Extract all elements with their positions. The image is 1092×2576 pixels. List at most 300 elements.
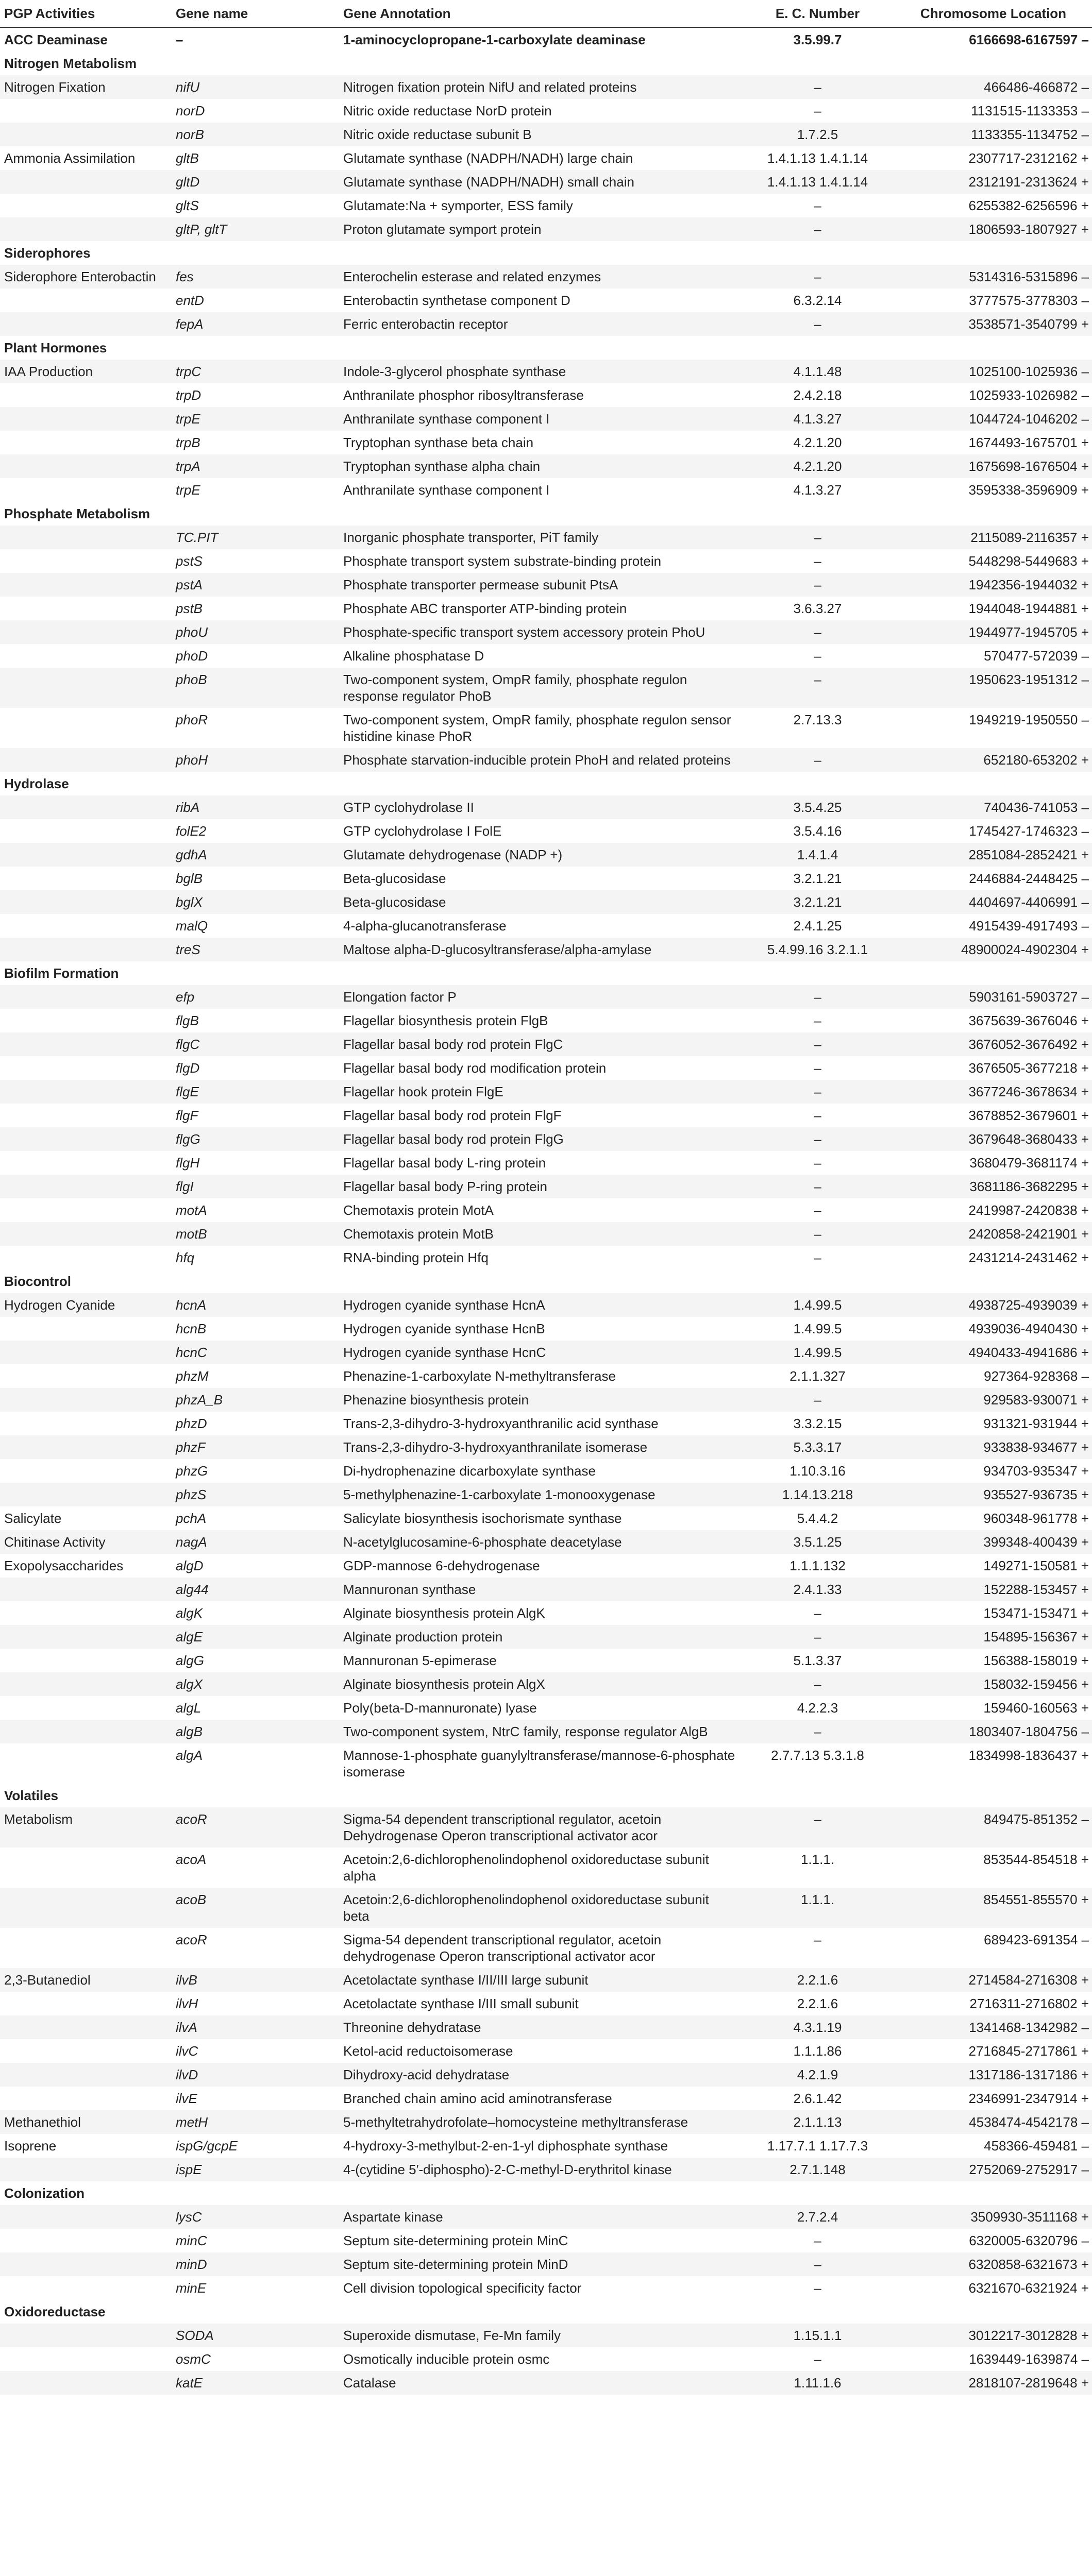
gene-name-cell: minD [172, 2252, 339, 2276]
annotation-cell: Tryptophan synthase alpha chain [339, 454, 741, 478]
location-cell: 4538474-4542178 – [895, 2110, 1092, 2134]
location-cell: 1133355-1134752 – [895, 123, 1092, 146]
annotation-cell: Two-component system, NtrC family, response regulator AlgB [339, 1720, 741, 1743]
ec-number-cell: 3.5.99.7 [741, 27, 895, 52]
activity-cell: Isoprene [0, 2134, 172, 2158]
activity-cell [0, 1175, 172, 1198]
location-cell: 2716311-2716802 + [895, 1992, 1092, 2015]
gene-name-cell: minE [172, 2276, 339, 2300]
activity-cell [0, 1080, 172, 1104]
table-row [0, 819, 1092, 843]
annotation-cell: Tryptophan synthase beta chain [339, 431, 741, 454]
gene-name-cell: motB [172, 1222, 339, 1246]
table-row [0, 1317, 1092, 1341]
table-row [0, 867, 1092, 890]
gene-name-cell: ribA [172, 795, 339, 819]
ec-number-cell: – [741, 549, 895, 573]
gene-name-cell: phzF [172, 1435, 339, 1459]
gene-name-cell: ilvA [172, 2015, 339, 2039]
annotation-cell: Alkaline phosphatase D [339, 644, 741, 668]
ec-number-cell [741, 772, 895, 795]
annotation-cell [339, 241, 741, 265]
gene-name-cell: minC [172, 2229, 339, 2252]
header-row [0, 0, 1092, 27]
location-cell: 1944048-1944881 + [895, 597, 1092, 620]
table-row [0, 2276, 1092, 2300]
ec-number-cell: – [741, 620, 895, 644]
ec-number-cell: 2.4.1.33 [741, 1578, 895, 1601]
ec-number-cell: – [741, 1175, 895, 1198]
annotation-cell: Phosphate-specific transport system accessory protein PhoU [339, 620, 741, 644]
gene-name-cell [172, 502, 339, 526]
location-cell: 2818107-2819648 + [895, 2371, 1092, 2395]
table-row [0, 1032, 1092, 1056]
gene-name-cell: phzD [172, 1412, 339, 1435]
location-cell [895, 1784, 1092, 1807]
activity-cell [0, 454, 172, 478]
table-row [0, 2347, 1092, 2371]
gene-name-cell: trpE [172, 407, 339, 431]
ec-number-cell [741, 241, 895, 265]
activity-cell [0, 431, 172, 454]
gene-name-cell: algE [172, 1625, 339, 1649]
table-row [0, 2252, 1092, 2276]
table-row [0, 1928, 1092, 1968]
annotation-cell: Superoxide dismutase, Fe-Mn family [339, 2324, 741, 2347]
gene-name-cell: phoH [172, 748, 339, 772]
ec-number-cell: – [741, 265, 895, 289]
section-title: Nitrogen Metabolism [0, 52, 172, 75]
section-row [0, 772, 1092, 795]
annotation-cell: Flagellar basal body rod protein FlgF [339, 1104, 741, 1127]
location-cell: 853544-854518 + [895, 1848, 1092, 1888]
location-cell: 152288-153457 + [895, 1578, 1092, 1601]
activity-cell: Exopolysaccharides [0, 1554, 172, 1578]
location-cell: 3675639-3676046 + [895, 1009, 1092, 1032]
activity-cell: Chitinase Activity [0, 1530, 172, 1554]
annotation-cell: Acetolactate synthase I/III small subunit [339, 1992, 741, 2015]
section-row [0, 2300, 1092, 2324]
gene-name-cell: algX [172, 1672, 339, 1696]
table-row [0, 1743, 1092, 1784]
gene-name-cell: flgG [172, 1127, 339, 1151]
gene-name-cell: folE2 [172, 819, 339, 843]
ec-number-cell: 2.7.1.148 [741, 2158, 895, 2181]
ec-number-cell: 6.3.2.14 [741, 289, 895, 312]
activity-cell [0, 1601, 172, 1625]
location-cell: 960348-961778 + [895, 1506, 1092, 1530]
ec-number-cell [741, 2181, 895, 2205]
gene-name-cell: SODA [172, 2324, 339, 2347]
section-row [0, 1269, 1092, 1293]
activity-cell [0, 1888, 172, 1928]
activity-cell [0, 1127, 172, 1151]
annotation-cell [339, 336, 741, 360]
table-row [0, 1807, 1092, 1848]
location-cell: 1639449-1639874 – [895, 2347, 1092, 2371]
ec-number-cell: 4.2.1.20 [741, 431, 895, 454]
ec-number-cell: 1.11.1.6 [741, 2371, 895, 2395]
location-cell: 3678852-3679601 + [895, 1104, 1092, 1127]
activity-cell [0, 1483, 172, 1506]
location-cell: 931321-931944 + [895, 1412, 1092, 1435]
ec-number-cell: – [741, 194, 895, 217]
table-row [0, 1554, 1092, 1578]
location-cell: 2420858-2421901 + [895, 1222, 1092, 1246]
section-title: Hydrolase [0, 772, 172, 795]
location-cell: 399348-400439 + [895, 1530, 1092, 1554]
location-cell: 5314316-5315896 – [895, 265, 1092, 289]
gene-name-cell: motA [172, 1198, 339, 1222]
annotation-cell: Hydrogen cyanide synthase HcnA [339, 1293, 741, 1317]
gene-name-cell: ilvB [172, 1968, 339, 1992]
gene-name-cell: hfq [172, 1246, 339, 1269]
table-row [0, 1198, 1092, 1222]
gene-name-cell: nagA [172, 1530, 339, 1554]
location-cell: 3679648-3680433 + [895, 1127, 1092, 1151]
activity-cell [0, 620, 172, 644]
activity-cell: IAA Production [0, 360, 172, 383]
activity-cell [0, 1151, 172, 1175]
ec-number-cell: 1.4.99.5 [741, 1293, 895, 1317]
ec-number-cell: 3.2.1.21 [741, 890, 895, 914]
table-row [0, 265, 1092, 289]
location-cell: 6320858-6321673 + [895, 2252, 1092, 2276]
ec-number-cell: 5.4.99.16 3.2.1.1 [741, 938, 895, 961]
table-row [0, 2158, 1092, 2181]
gene-name-cell: phzA_B [172, 1388, 339, 1412]
activity-cell [0, 1222, 172, 1246]
annotation-cell: 5-methylphenazine-1-carboxylate 1-monooxygenase [339, 1483, 741, 1506]
annotation-cell [339, 2181, 741, 2205]
section-row [0, 27, 1092, 52]
location-cell [895, 1269, 1092, 1293]
section-row [0, 52, 1092, 75]
activity-cell [0, 407, 172, 431]
ec-number-cell [741, 1784, 895, 1807]
ec-number-cell: 1.4.1.13 1.4.1.14 [741, 146, 895, 170]
table-row [0, 383, 1092, 407]
gene-name-cell: TC.PIT [172, 526, 339, 549]
annotation-cell: Threonine dehydratase [339, 2015, 741, 2039]
annotation-cell: Phosphate ABC transporter ATP-binding protein [339, 597, 741, 620]
table-row [0, 843, 1092, 867]
activity-cell [0, 819, 172, 843]
ec-number-cell: 5.4.4.2 [741, 1506, 895, 1530]
header-pgp-activities: PGP Activities [0, 0, 172, 27]
gene-name-cell: trpD [172, 383, 339, 407]
annotation-cell: Chemotaxis protein MotA [339, 1198, 741, 1222]
annotation-cell: Alginate production protein [339, 1625, 741, 1649]
table-row [0, 431, 1092, 454]
annotation-cell: Alginate biosynthesis protein AlgX [339, 1672, 741, 1696]
location-cell: 1806593-1807927 + [895, 217, 1092, 241]
location-cell: 2752069-2752917 – [895, 2158, 1092, 2181]
ec-number-cell: 3.5.1.25 [741, 1530, 895, 1554]
ec-number-cell [741, 961, 895, 985]
annotation-cell: Flagellar basal body P-ring protein [339, 1175, 741, 1198]
ec-number-cell: – [741, 1246, 895, 1269]
location-cell [895, 961, 1092, 985]
table-row [0, 146, 1092, 170]
gene-name-cell [172, 336, 339, 360]
annotation-cell: Beta-glucosidase [339, 867, 741, 890]
activity-cell [0, 1032, 172, 1056]
table-row [0, 2087, 1092, 2110]
annotation-cell: 5-methyltetrahydrofolate–homocysteine methyltransferase [339, 2110, 741, 2134]
location-cell: 6255382-6256596 + [895, 194, 1092, 217]
gene-name-cell: osmC [172, 2347, 339, 2371]
annotation-cell: Chemotaxis protein MotB [339, 1222, 741, 1246]
annotation-cell: Branched chain amino acid aminotransferase [339, 2087, 741, 2110]
activity-cell: Nitrogen Fixation [0, 75, 172, 99]
activity-cell [0, 748, 172, 772]
gene-name-cell: flgI [172, 1175, 339, 1198]
gene-name-cell [172, 1784, 339, 1807]
table-row [0, 1104, 1092, 1127]
gene-name-cell: – [172, 27, 339, 52]
table-row [0, 1672, 1092, 1696]
activity-cell [0, 1388, 172, 1412]
header-gene-name: Gene name [172, 0, 339, 27]
ec-number-cell: 4.1.1.48 [741, 360, 895, 383]
table-row [0, 2110, 1092, 2134]
location-cell: 3681186-3682295 + [895, 1175, 1092, 1198]
activity-cell [0, 938, 172, 961]
ec-number-cell: – [741, 217, 895, 241]
table-row [0, 1601, 1092, 1625]
table-row [0, 1127, 1092, 1151]
ec-number-cell: 1.1.1.132 [741, 1554, 895, 1578]
location-cell: 5903161-5903727 – [895, 985, 1092, 1009]
ec-number-cell: – [741, 1127, 895, 1151]
location-cell: 1675698-1676504 + [895, 454, 1092, 478]
gene-name-cell: flgH [172, 1151, 339, 1175]
ec-number-cell: 4.2.2.3 [741, 1696, 895, 1720]
activity-cell: Hydrogen Cyanide [0, 1293, 172, 1317]
section-title: Siderophores [0, 241, 172, 265]
gene-name-cell: phoD [172, 644, 339, 668]
ec-number-cell: – [741, 1807, 895, 1848]
ec-number-cell: – [741, 2252, 895, 2276]
annotation-cell: 4-hydroxy-3-methylbut-2-en-1-yl diphosphate synthase [339, 2134, 741, 2158]
ec-number-cell: – [741, 1032, 895, 1056]
ec-number-cell: 4.2.1.20 [741, 454, 895, 478]
ec-number-cell: – [741, 644, 895, 668]
table-row [0, 890, 1092, 914]
table-row [0, 1435, 1092, 1459]
annotation-cell: Sigma-54 dependent transcriptional regulator, acetoin Dehydrogenase Operon transcriptional activator acor [339, 1807, 741, 1848]
activity-cell [0, 1317, 172, 1341]
ec-number-cell: – [741, 99, 895, 123]
table-row [0, 1412, 1092, 1435]
gene-name-cell: acoR [172, 1928, 339, 1968]
location-cell: 4915439-4917493 – [895, 914, 1092, 938]
gene-name-cell: gltP, gltT [172, 217, 339, 241]
location-cell: 3538571-3540799 + [895, 312, 1092, 336]
annotation-cell: Enterobactin synthetase component D [339, 289, 741, 312]
location-cell: 2346991-2347914 + [895, 2087, 1092, 2110]
annotation-cell: Two-component system, OmpR family, phosphate regulon response regulator PhoB [339, 668, 741, 708]
activity-cell [0, 2087, 172, 2110]
table-row [0, 795, 1092, 819]
gene-name-cell: gltS [172, 194, 339, 217]
location-cell: 1944977-1945705 + [895, 620, 1092, 644]
location-cell: 2419987-2420838 + [895, 1198, 1092, 1222]
location-cell: 570477-572039 – [895, 644, 1092, 668]
location-cell: 2851084-2852421 + [895, 843, 1092, 867]
table-row [0, 748, 1092, 772]
header-gene-annotation: Gene Annotation [339, 0, 741, 27]
table-row [0, 1696, 1092, 1720]
ec-number-cell: 2.2.1.6 [741, 1968, 895, 1992]
table-row [0, 1151, 1092, 1175]
annotation-cell: Inorganic phosphate transporter, PiT family [339, 526, 741, 549]
ec-number-cell: 2.1.1.13 [741, 2110, 895, 2134]
location-cell: 1025100-1025936 – [895, 360, 1092, 383]
annotation-cell: Two-component system, OmpR family, phosphate regulon sensor histidine kinase PhoR [339, 708, 741, 748]
location-cell: 6321670-6321924 + [895, 2276, 1092, 2300]
table-row [0, 1080, 1092, 1104]
table-row [0, 1175, 1092, 1198]
table-row [0, 2205, 1092, 2229]
location-cell: 1317186-1317186 + [895, 2063, 1092, 2087]
section-title: ACC Deaminase [0, 27, 172, 52]
table-row [0, 170, 1092, 194]
activity-cell [0, 914, 172, 938]
table-row [0, 668, 1092, 708]
ec-number-cell: 1.4.99.5 [741, 1341, 895, 1364]
table-row [0, 1388, 1092, 1412]
location-cell: 466486-466872 – [895, 75, 1092, 99]
gene-name-cell [172, 961, 339, 985]
gene-name-cell: trpB [172, 431, 339, 454]
annotation-cell: Acetoin:2,6-dichlorophenolindophenol oxidoreductase subunit beta [339, 1888, 741, 1928]
gene-name-cell: phoB [172, 668, 339, 708]
annotation-cell: Cell division topological specificity factor [339, 2276, 741, 2300]
gene-name-cell: gltB [172, 146, 339, 170]
gene-name-cell [172, 772, 339, 795]
annotation-cell: Anthranilate phosphor ribosyltransferase [339, 383, 741, 407]
annotation-cell: Osmotically inducible protein osmc [339, 2347, 741, 2371]
table-row [0, 1992, 1092, 2015]
location-cell: 934703-935347 + [895, 1459, 1092, 1483]
location-cell [895, 241, 1092, 265]
activity-cell [0, 1246, 172, 1269]
annotation-cell: Phosphate transporter permease subunit PtsA [339, 573, 741, 597]
location-cell: 158032-159456 + [895, 1672, 1092, 1696]
ec-number-cell: 2.7.7.13 5.3.1.8 [741, 1743, 895, 1784]
location-cell: 2431214-2431462 + [895, 1246, 1092, 1269]
ec-number-cell: 1.4.99.5 [741, 1317, 895, 1341]
gene-name-cell: metH [172, 2110, 339, 2134]
table-row [0, 2134, 1092, 2158]
gene-name-cell: algG [172, 1649, 339, 1672]
gene-name-cell: acoA [172, 1848, 339, 1888]
table-row [0, 2371, 1092, 2395]
annotation-cell: GTP cyclohydrolase I FolE [339, 819, 741, 843]
table-row [0, 1720, 1092, 1743]
annotation-cell: Flagellar basal body L-ring protein [339, 1151, 741, 1175]
table-row [0, 2229, 1092, 2252]
activity-cell [0, 1435, 172, 1459]
section-title: Biocontrol [0, 1269, 172, 1293]
gene-name-cell: nifU [172, 75, 339, 99]
gene-name-cell [172, 1269, 339, 1293]
location-cell: 740436-741053 – [895, 795, 1092, 819]
gene-name-cell: hcnB [172, 1317, 339, 1341]
annotation-cell: Enterochelin esterase and related enzymes [339, 265, 741, 289]
location-cell: 4939036-4940430 + [895, 1317, 1092, 1341]
annotation-cell [339, 1784, 741, 1807]
ec-number-cell: 2.1.1.327 [741, 1364, 895, 1388]
ec-number-cell: – [741, 1009, 895, 1032]
table-row [0, 1364, 1092, 1388]
ec-number-cell: 4.3.1.19 [741, 2015, 895, 2039]
table-row [0, 312, 1092, 336]
ec-number-cell: 4.1.3.27 [741, 407, 895, 431]
activity-cell [0, 549, 172, 573]
table-row [0, 1848, 1092, 1888]
gene-name-cell: ispG/gcpE [172, 2134, 339, 2158]
annotation-cell: Sigma-54 dependent transcriptional regulator, acetoin dehydrogenase Operon transcriptional activator acor [339, 1928, 741, 1968]
table-row [0, 1888, 1092, 1928]
ec-number-cell: – [741, 1625, 895, 1649]
activity-cell [0, 1743, 172, 1784]
gene-name-cell: algD [172, 1554, 339, 1578]
location-cell: 2115089-2116357 + [895, 526, 1092, 549]
gene-name-cell: acoB [172, 1888, 339, 1928]
activity-cell [0, 1104, 172, 1127]
table-row [0, 985, 1092, 1009]
location-cell: 1949219-1950550 – [895, 708, 1092, 748]
activity-cell [0, 2229, 172, 2252]
location-cell: 4938725-4939039 + [895, 1293, 1092, 1317]
activity-cell [0, 795, 172, 819]
location-cell: 3680479-3681174 + [895, 1151, 1092, 1175]
annotation-cell: Aspartate kinase [339, 2205, 741, 2229]
location-cell: 3012217-3012828 + [895, 2324, 1092, 2347]
ec-number-cell: – [741, 2229, 895, 2252]
gene-name-cell: efp [172, 985, 339, 1009]
ec-number-cell: – [741, 985, 895, 1009]
activity-cell: Siderophore Enterobactin [0, 265, 172, 289]
gene-name-cell: norD [172, 99, 339, 123]
ec-number-cell: 5.1.3.37 [741, 1649, 895, 1672]
location-cell: 854551-855570 + [895, 1888, 1092, 1928]
ec-number-cell [741, 2300, 895, 2324]
activity-cell [0, 668, 172, 708]
annotation-cell: GDP-mannose 6-dehydrogenase [339, 1554, 741, 1578]
table-row [0, 597, 1092, 620]
activity-cell [0, 1459, 172, 1483]
table-row [0, 620, 1092, 644]
annotation-cell [339, 502, 741, 526]
gene-name-cell: entD [172, 289, 339, 312]
activity-cell [0, 2371, 172, 2395]
ec-number-cell: 2.4.1.25 [741, 914, 895, 938]
activity-cell: 2,3-Butanediol [0, 1968, 172, 1992]
table-row [0, 2324, 1092, 2347]
activity-cell [0, 597, 172, 620]
ec-number-cell: 5.3.3.17 [741, 1435, 895, 1459]
gene-name-cell: pstB [172, 597, 339, 620]
location-cell: 149271-150581 + [895, 1554, 1092, 1578]
table-row [0, 454, 1092, 478]
table-row [0, 1649, 1092, 1672]
activity-cell [0, 312, 172, 336]
table-row [0, 1246, 1092, 1269]
